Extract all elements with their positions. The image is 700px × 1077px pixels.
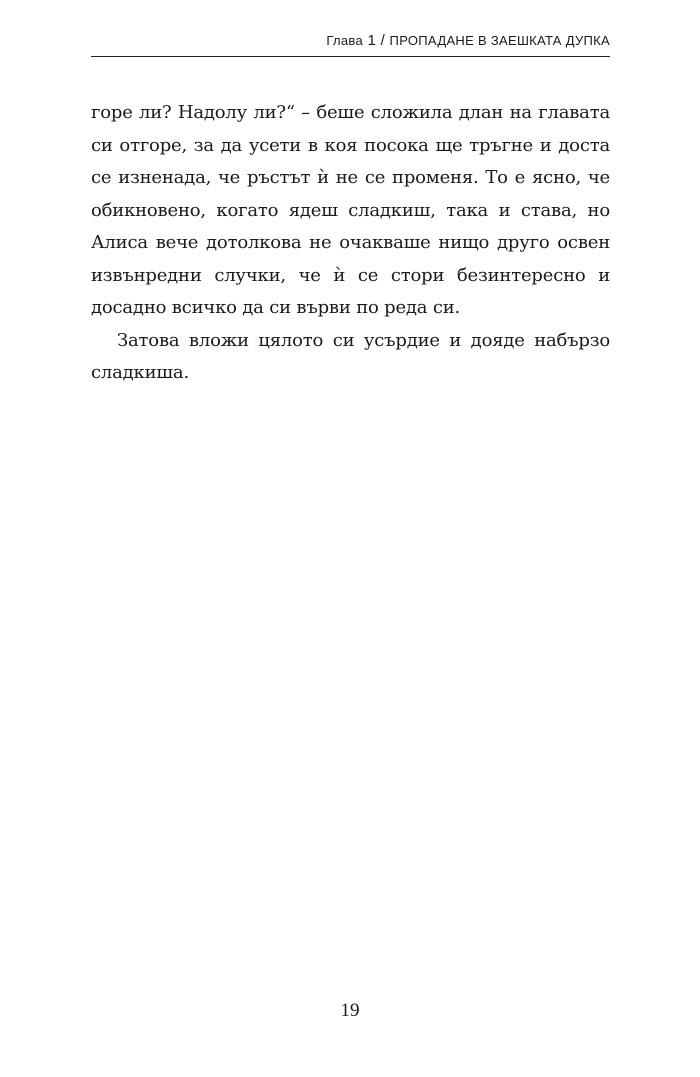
- body-text: [91, 97, 610, 390]
- paragraph-continued: горе ли? Надолу ли?“ – беше сложила длан на главата си отгоре, за да усети в коя посока ще тръгне и доста се изненада, че ръстът ѝ не се променя. То е ясно, че обикновено, когато ядеш сладкиш, така и става, но Алиса вече дотолкова не очакваше нищо друго освен извънредни случки, че ѝ се стори безинтересно и досадно всичко да си върви по реда си.: [91, 102, 610, 318]
- running-head: [91, 30, 610, 52]
- page-number: 19: [340, 1000, 360, 1021]
- chapter-number: 1: [367, 32, 377, 49]
- header-separator: /: [380, 32, 386, 49]
- chapter-title: ПРОПАДАНЕ В ЗАЕШКАТА ДУПКА: [389, 33, 610, 48]
- paragraph: Затова вложи цялото си усърдие и доядe набързо сладкиша.: [91, 329, 610, 383]
- chapter-label: Глава: [326, 33, 364, 48]
- header-rule: [91, 56, 610, 57]
